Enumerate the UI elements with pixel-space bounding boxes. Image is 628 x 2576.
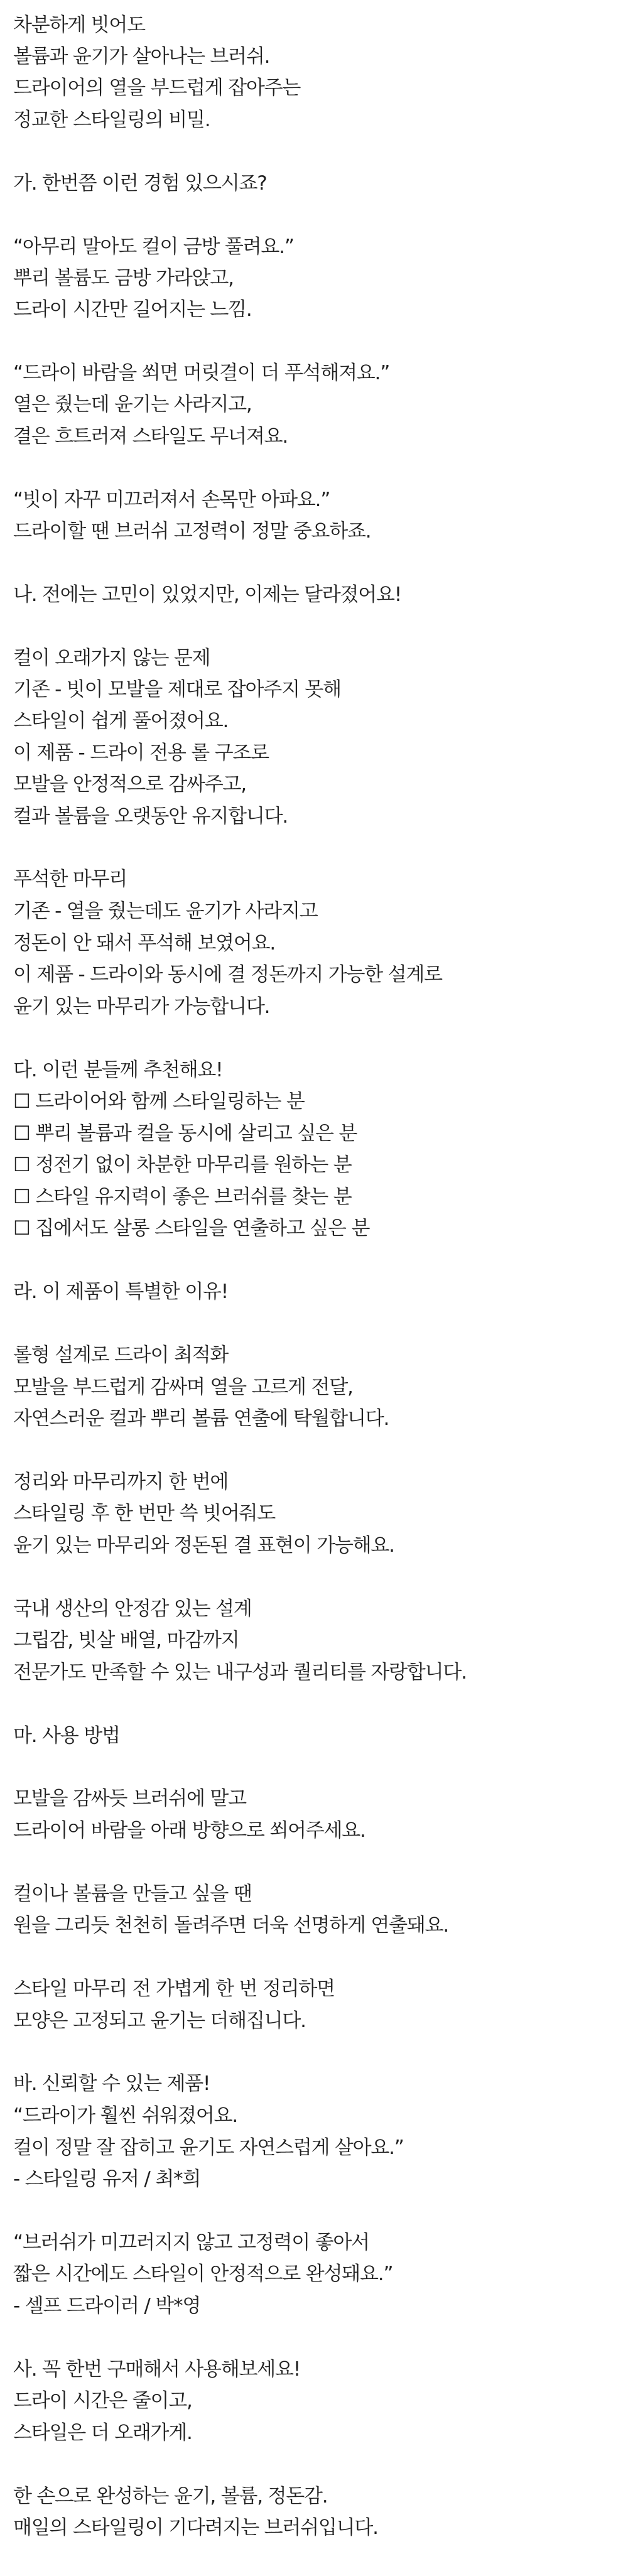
text-line: 드라이할 땐 브러쉬 고정력이 정말 중요하죠. (13, 520, 371, 543)
text-line: 드라이어의 열을 부드럽게 잡아주는 (13, 77, 301, 99)
text-line: 스타일이 쉽게 풀어졌어요. (13, 710, 229, 732)
text-line: 컬이나 볼륨을 만들고 싶을 땐 (13, 1883, 252, 1905)
text-line: 한 손으로 완성하는 윤기, 볼륨, 정돈감. (13, 2485, 328, 2508)
text-line: 뿌리 볼륨도 금방 가라앉고, (13, 267, 234, 290)
text-line: 원을 그리듯 천천히 돌려주면 더욱 선명하게 연출돼요. (13, 1914, 448, 1937)
text-line: 기존 - 열을 줬는데도 윤기가 사라지고 (13, 900, 318, 923)
quote-line: “드라이 바람을 쐬면 머릿결이 더 푸석해져요.” (13, 362, 390, 384)
text-line: 차분하게 빗어도 (13, 14, 145, 36)
subheading: 국내 생산의 안정감 있는 설계 (13, 1598, 252, 1620)
text-line: 전문가도 만족할 수 있는 내구성과 퀄리티를 자랑합니다. (13, 1661, 467, 1684)
review-author: - 셀프 드라이러 / 박*영 (13, 2295, 201, 2317)
text-line: 모발을 감싸듯 브러쉬에 말고 (13, 1787, 246, 1810)
text-line: 결은 흐트러져 스타일도 무너져요. (13, 425, 288, 448)
checklist-item: ☐ 정전기 없이 차분한 마무리를 원하는 분 (13, 1154, 352, 1176)
quote-line: “빗이 자꾸 미끄러져서 손목만 아파요.” (13, 489, 330, 511)
text-line: 볼륨과 윤기가 살아나는 브러쉬. (13, 45, 270, 68)
text-line: 그립감, 빗살 배열, 마감까지 (13, 1629, 239, 1652)
text-line: 열은 줬는데 윤기는 사라지고, (13, 393, 252, 416)
checklist-item: ☐ 스타일 유지력이 좋은 브러쉬를 찾는 분 (13, 1186, 352, 1208)
section-heading: 다. 이런 분들께 추천해요! (13, 1059, 223, 1081)
quote-line: “아무리 말아도 컬이 금방 풀려요.” (13, 235, 294, 258)
subheading: 컬이 오래가지 않는 문제 (13, 647, 210, 669)
subheading: 정리와 마무리까지 한 번에 (13, 1471, 229, 1493)
text-line: 매일의 스타일링이 기다려지는 브러쉬입니다. (13, 2516, 378, 2539)
section-heading: 라. 이 제품이 특별한 이유! (13, 1280, 228, 1303)
text-line: 스타일은 더 오래가게. (13, 2422, 192, 2444)
section-heading: 마. 사용 방법 (13, 1724, 120, 1747)
quote-line: “브러쉬가 미끄러지지 않고 고정력이 좋아서 (13, 2231, 369, 2254)
quote-line: “드라이가 훨씬 쉬워졌어요. (13, 2104, 238, 2127)
text-line: 윤기 있는 마무리가 가능합니다. (13, 995, 270, 1018)
subheading: 푸석한 마무리 (13, 868, 127, 890)
checklist-item: ☐ 드라이어와 함께 스타일링하는 분 (13, 1090, 305, 1113)
text-line: 정돈이 안 돼서 푸석해 보였어요. (13, 932, 275, 955)
text-line: 스타일링 후 한 번만 쓱 빗어줘도 (13, 1502, 275, 1525)
checklist-item: ☐ 집에서도 살롱 스타일을 연출하고 싶은 분 (13, 1217, 370, 1240)
text-line: 드라이 시간은 줄이고, (13, 2389, 192, 2412)
text-line: 윤기 있는 마무리와 정돈된 결 표현이 가능해요. (13, 1534, 394, 1557)
text-line: 모양은 고정되고 윤기는 더해집니다. (13, 2010, 306, 2032)
text-line: 이 제품 - 드라이 전용 롤 구조로 (13, 742, 269, 764)
text-line: 스타일 마무리 전 가볍게 한 번 정리하면 (13, 1978, 335, 2000)
text-line: 모발을 부드럽게 감싸며 열을 고르게 전달, (13, 1376, 353, 1399)
section-heading: 가. 한번쯤 이런 경험 있으시죠? (13, 172, 267, 195)
section-heading: 나. 전에는 고민이 있었지만, 이제는 달라졌어요! (13, 583, 401, 606)
text-line: 기존 - 빗이 모발을 제대로 잡아주지 못해 (13, 678, 341, 701)
subheading: 롤형 설계로 드라이 최적화 (13, 1344, 229, 1366)
quote-line: 컬이 정말 잘 잡히고 윤기도 자연스럽게 살아요.” (13, 2136, 404, 2159)
text-line: 모발을 안정적으로 감싸주고, (13, 773, 246, 796)
review-author: - 스타일링 유저 / 최*희 (13, 2168, 201, 2190)
text-line: 자연스러운 컬과 뿌리 볼륨 연출에 탁월합니다. (13, 1407, 389, 1430)
quote-line: 짧은 시간에도 스타일이 안정적으로 완성돼요.” (13, 2263, 393, 2285)
text-line: 컬과 볼륨을 오랫동안 유지합니다. (13, 805, 288, 828)
text-line: 정교한 스타일링의 비밀. (13, 109, 210, 131)
text-line: 이 제품 - 드라이와 동시에 결 정돈까지 가능한 설계로 (13, 963, 442, 986)
checklist-item: ☐ 뿌리 볼륨과 컬을 동시에 살리고 싶은 분 (13, 1122, 357, 1145)
text-line: 드라이어 바람을 아래 방향으로 쐬어주세요. (13, 1819, 365, 1842)
text-line: 드라이 시간만 길어지는 느낌. (13, 298, 252, 321)
section-heading: 바. 신뢰할 수 있는 제품! (13, 2072, 210, 2095)
section-heading: 사. 꼭 한번 구매해서 사용해보세요! (13, 2358, 300, 2381)
